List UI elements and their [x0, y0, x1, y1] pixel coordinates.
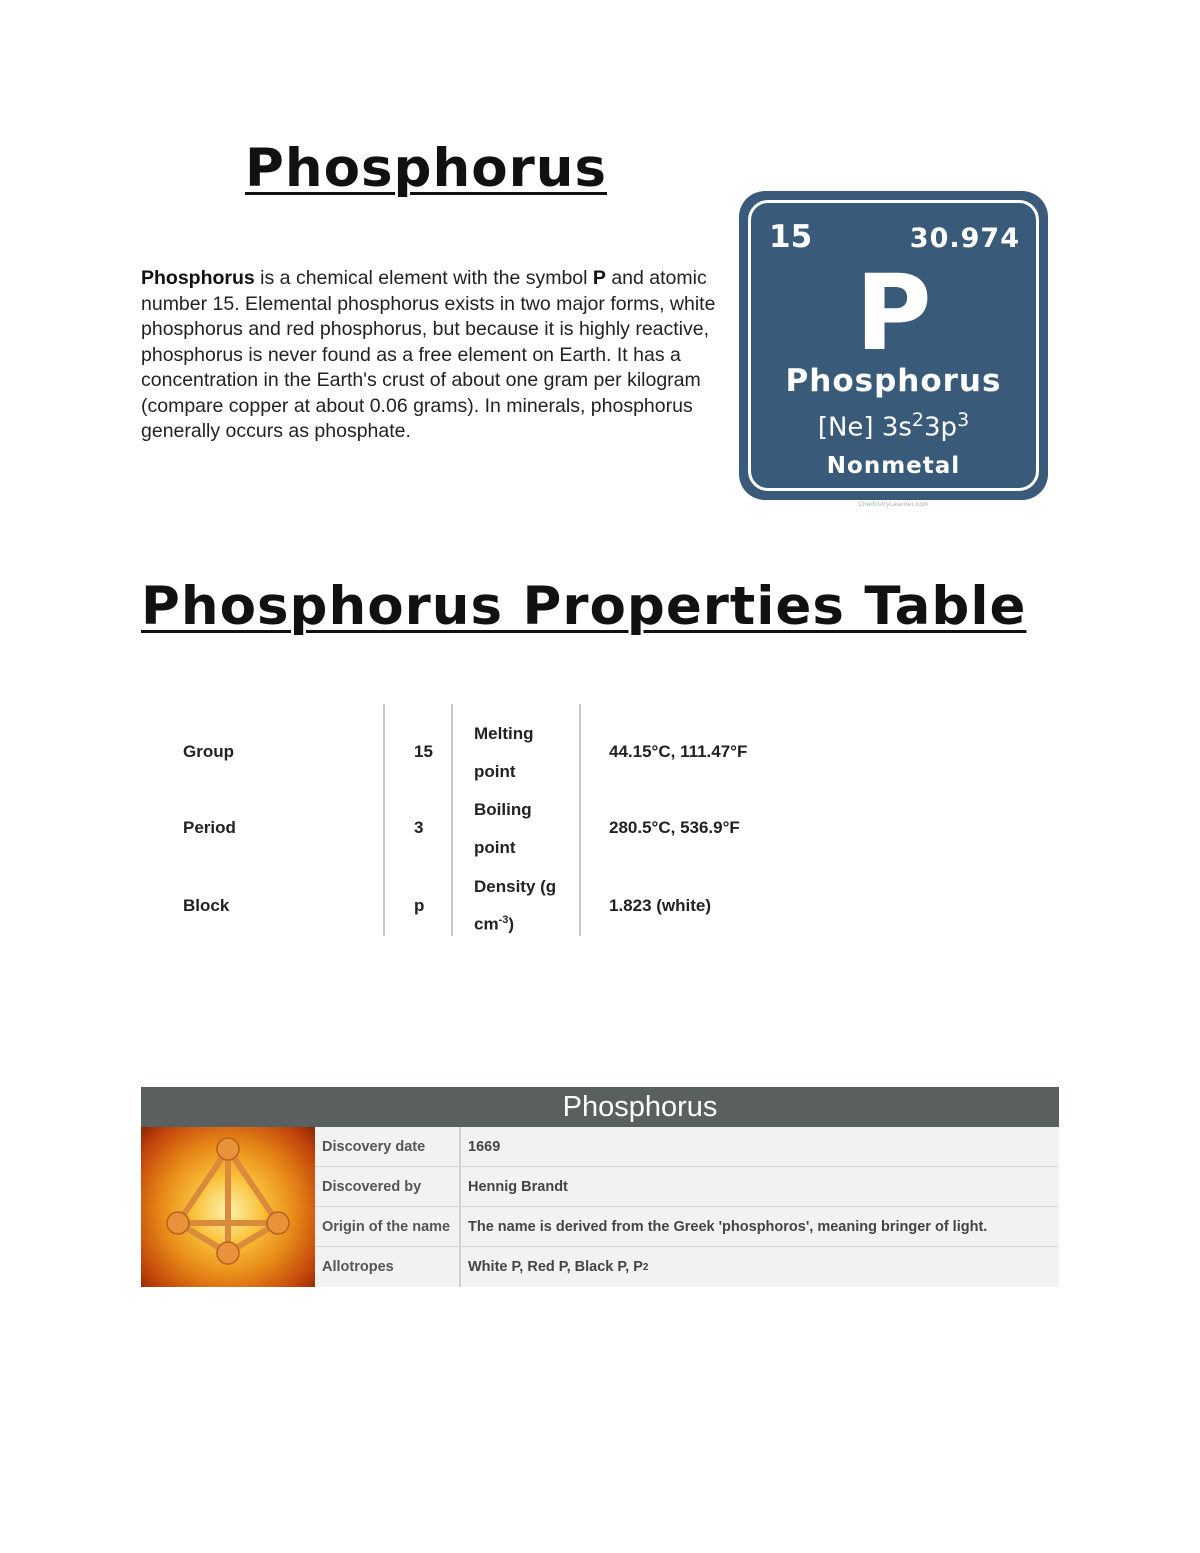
block-value: p	[414, 896, 425, 915]
element-tile	[739, 191, 1048, 500]
infobox-value	[468, 1247, 1059, 1287]
boiling-value: 280.5°C, 536.9°F	[609, 818, 740, 837]
tetrahedron-image	[141, 1127, 315, 1287]
period-value: 3	[414, 818, 424, 837]
group-value: 15	[414, 742, 433, 761]
density-unit: cm	[474, 914, 499, 934]
config-s-exponent: 2	[911, 409, 925, 431]
infobox-row	[315, 1207, 1059, 1247]
infobox-key: Origin of the name	[315, 1207, 461, 1246]
boiling-label-1: Boiling	[474, 800, 532, 819]
infobox-value: Hennig Brandt	[468, 1178, 568, 1195]
melting-label-2: point	[474, 762, 516, 781]
density-label-2	[474, 914, 514, 935]
infobox-row	[315, 1167, 1059, 1207]
density-value: 1.823 (white)	[609, 896, 712, 915]
intro-text-1: is a chemical element with the symbol	[254, 267, 593, 289]
properties-table	[141, 704, 901, 936]
infobox-row	[315, 1127, 1059, 1167]
intro-bold-symbol: P	[592, 267, 606, 289]
intro-bold-name: Phosphorus	[141, 267, 255, 289]
density-exponent: -3	[498, 914, 509, 926]
intro-text-2: and atomic number 15. Elemental phosphorus exists in two major forms, white phosphorus and red phosphorus, but because it is highly reactive, phosphorus is never found as a free element on Earth. It has a concentration in the Earth's crust of about one gram per kilogram (compare copper at about 0.06 grams). In minerals, phosphorus generally occurs as phosphate.	[141, 267, 716, 442]
properties-heading: Phosphorus Properties Table	[141, 576, 1027, 637]
image-credit: ChemistryLearner.com	[858, 502, 929, 508]
density-label-1: Density (g	[474, 877, 557, 896]
electron-configuration	[739, 409, 1048, 443]
config-p: 3p	[924, 412, 958, 443]
infobox-value: 1669	[468, 1138, 501, 1155]
infobox-key: Discovered by	[315, 1167, 461, 1206]
intro-paragraph	[141, 266, 721, 445]
density-close: )	[508, 914, 515, 934]
element-category: Nonmetal	[826, 453, 961, 479]
infobox	[141, 1087, 1059, 1287]
allotropes-text: White P, Red P, Black P, P	[468, 1259, 643, 1275]
element-name: Phosphorus	[785, 363, 1002, 399]
tetrahedron-icon	[141, 1127, 315, 1287]
page-title: Phosphorus	[245, 138, 608, 199]
table-divider	[383, 704, 385, 936]
infobox-key: Allotropes	[315, 1247, 461, 1287]
boiling-label-2: point	[474, 838, 516, 857]
atomic-number: 15	[769, 219, 813, 255]
config-core: [Ne] 3s	[817, 412, 912, 443]
allotropes-subscript: 2	[642, 1261, 649, 1273]
element-symbol: P	[855, 252, 932, 374]
melting-label-1: Melting	[474, 724, 534, 743]
table-divider	[579, 704, 581, 936]
infobox-row	[315, 1247, 1059, 1287]
infobox-header: Phosphorus	[141, 1087, 1059, 1127]
period-label: Period	[183, 818, 236, 837]
group-label: Group	[183, 742, 234, 761]
block-label: Block	[183, 896, 230, 915]
infobox-value: The name is derived from the Greek 'phosphoros', meaning bringer of light.	[468, 1218, 988, 1235]
atomic-mass: 30.974	[909, 223, 1020, 254]
infobox-key: Discovery date	[315, 1127, 461, 1166]
melting-value: 44.15°C, 111.47°F	[609, 742, 748, 761]
table-divider	[451, 704, 453, 936]
config-p-exponent: 3	[957, 409, 970, 431]
